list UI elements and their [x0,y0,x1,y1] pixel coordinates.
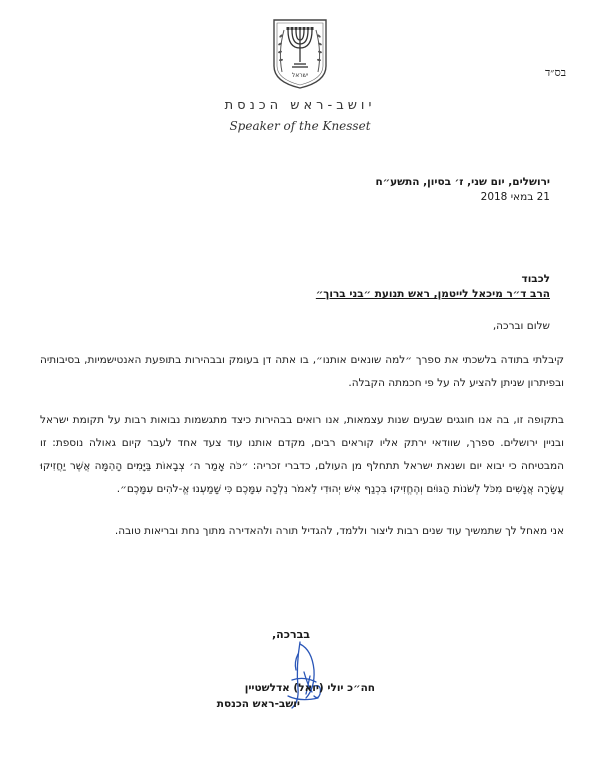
date-gregorian: 21 במאי 2018 [480,191,550,203]
signatory-name: חה״כ יולי (יואל) אדלשטיין [244,682,375,694]
body-paragraph-3: אני מאחל לך שתמשיך עוד שנים רבות ליצור וללמד, להגדיל תורה ולהאדירה מתוך נחת ובריאות טובה. [114,525,564,537]
addressee-to: לכבוד [521,273,550,285]
body-paragraph-1: קיבלתי בתודה בלשכתי את ספרך ״למה שונאים אותנו״, בו אתה דן בעומק ובבהירות בתופעת האנטישמיות, בסיבותיה ובפיתרון שניתן להציע לה על פי חכמתה הקבלה. [40,354,564,389]
addressee-recipient: הרב ד״ר מיכאל לייטמן, ראש תנועת ״בני ברוך״ [315,288,550,300]
emblem-label: ישראל [291,72,309,79]
body-paragraph-2: בתקופה זו, בה אנו חוגגים שבעים שנות עצמאות, אנו רואים בבהירות כיצד מתגשמות נבואות רבות על תקומת ישראל ובניין ירושלים. ספרך, שוודאי ירתק אליו קוראים רבים, מקדם אותנו עוד צעד אחד לעבר קיום גאולה נוספת: זו המבטיחה כי יבוא יום ושנאת ישראל תתחלף מן העולם, כדברי זכריה: ״כֹּה אָמַר ה׳ צְבָאוֹת בַּיָּמִים הָהֵמָּה אֲשֶׁר יַחֲזִיקוּ עֲשָׂרָה אֲנָשִׁים מִכֹּל לְשֹׁנוֹת הַגּוֹיִם וְהֶחֱזִיקוּ בִּכְנַף אִישׁ יְהוּדִי לֵאמֹר נֵלְכָה עִמָּכֶם כִּי שָׁמַעְנוּ אֱ-לֹהִים עִמָּכֶם״. [40,414,564,495]
date-hebrew: ירושלים, יום שני, ז׳ בסיון, התשע״ח [375,176,550,188]
state-emblem [268,16,332,90]
closing: בברכה, [271,628,310,641]
signatory-title: יושב-ראש הכנסת [216,698,300,710]
bsd-mark: בס״ד [544,66,566,79]
greeting: שלום וברכה, [492,320,550,332]
letterhead-title-hebrew: יושב-ראש הכנסת [224,98,376,113]
menorah-emblem-icon [268,16,332,90]
letterhead-title-english: Speaker of the Knesset [229,119,371,133]
